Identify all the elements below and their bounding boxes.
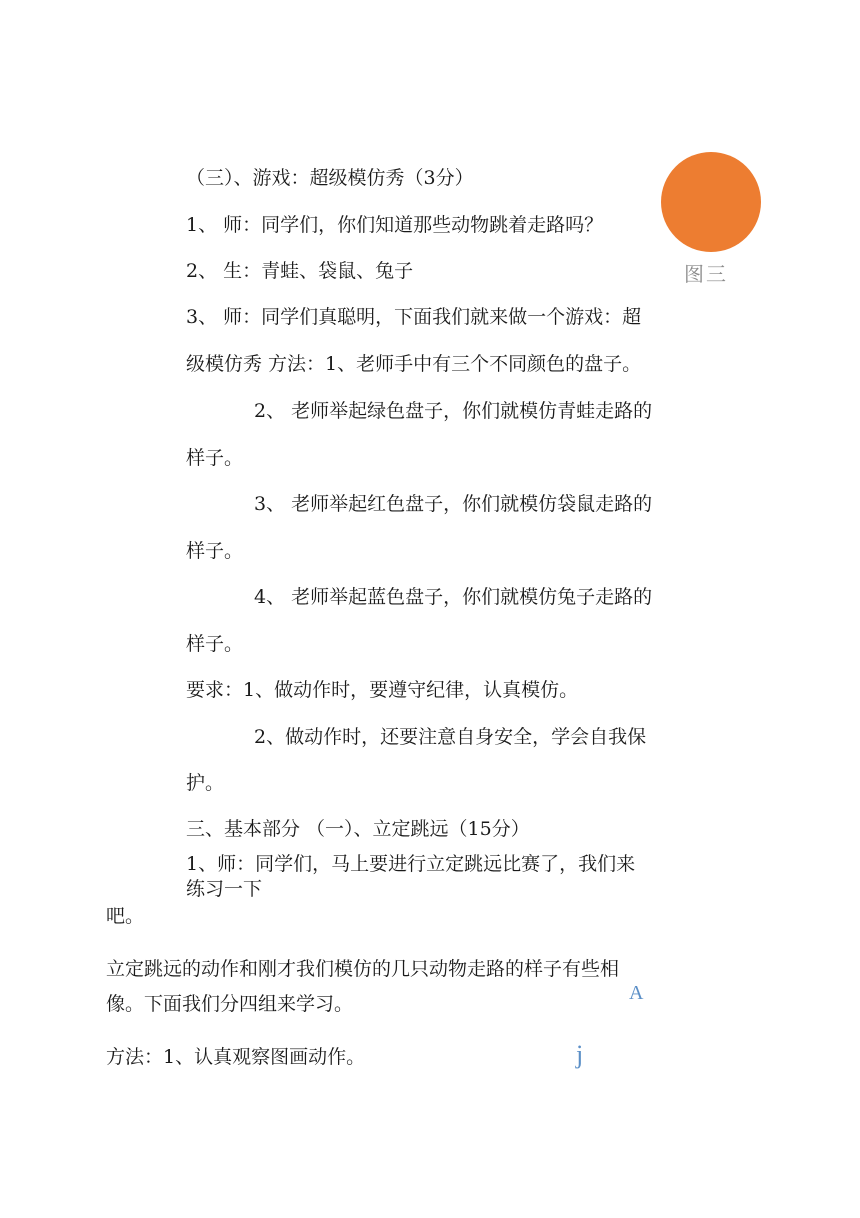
paragraph-line: 2、 老师举起绿色盘子，你们就模仿青蛙走路的 [254, 400, 653, 422]
paragraph-line: 护。 [186, 772, 225, 794]
paragraph-line: 练习一下 [186, 878, 263, 900]
paragraph-line: 2、做动作时，还要注意自身安全，学会自我保 [254, 726, 647, 748]
paragraph-line: 1、 师：同学们，你们知道那些动物跳着走路吗？ [186, 214, 604, 236]
section-heading-basic: 三、基本部分 （一）、立定跳远（15分） [186, 818, 530, 840]
paragraph-line: 4、 老师举起蓝色盘子，你们就模仿兔子走路的 [254, 586, 653, 608]
paragraph-line: 1、师：同学们，马上要进行立定跳远比赛了，我们来 [186, 853, 636, 875]
paragraph-line: 要求：1、做动作时，要遵守纪律，认真模仿。 [186, 679, 579, 701]
orange-circle-figure [661, 152, 761, 252]
paragraph-line: 吧。 [106, 905, 145, 927]
paragraph-line: 方法：1、认真观察图画动作。 [106, 1046, 366, 1068]
stray-mark-j: j [576, 1040, 584, 1069]
paragraph-line: 3、 师：同学们真聪明，下面我们就来做一个游戏：超 [186, 306, 642, 328]
paragraph-line: 样子。 [186, 540, 244, 562]
paragraph-line: 立定跳远的动作和刚才我们模仿的几只动物走路的样子有些相 [106, 958, 620, 980]
figure-caption: 图三 [684, 262, 728, 286]
paragraph-line: 3、 老师举起红色盘子，你们就模仿袋鼠走路的 [254, 493, 653, 515]
paragraph-line: 2、 生：青蛙、袋鼠、兔子 [186, 260, 414, 282]
section-heading-game: （三）、游戏：超级模仿秀（3分） [186, 167, 474, 189]
stray-mark-a: A [629, 982, 644, 1004]
paragraph-line: 样子。 [186, 447, 244, 469]
paragraph-line: 级模仿秀 方法：1、老师手中有三个不同颜色的盘子。 [186, 353, 642, 375]
paragraph-line: 样子。 [186, 633, 244, 655]
paragraph-line: 像。下面我们分四组来学习。 [106, 993, 354, 1015]
